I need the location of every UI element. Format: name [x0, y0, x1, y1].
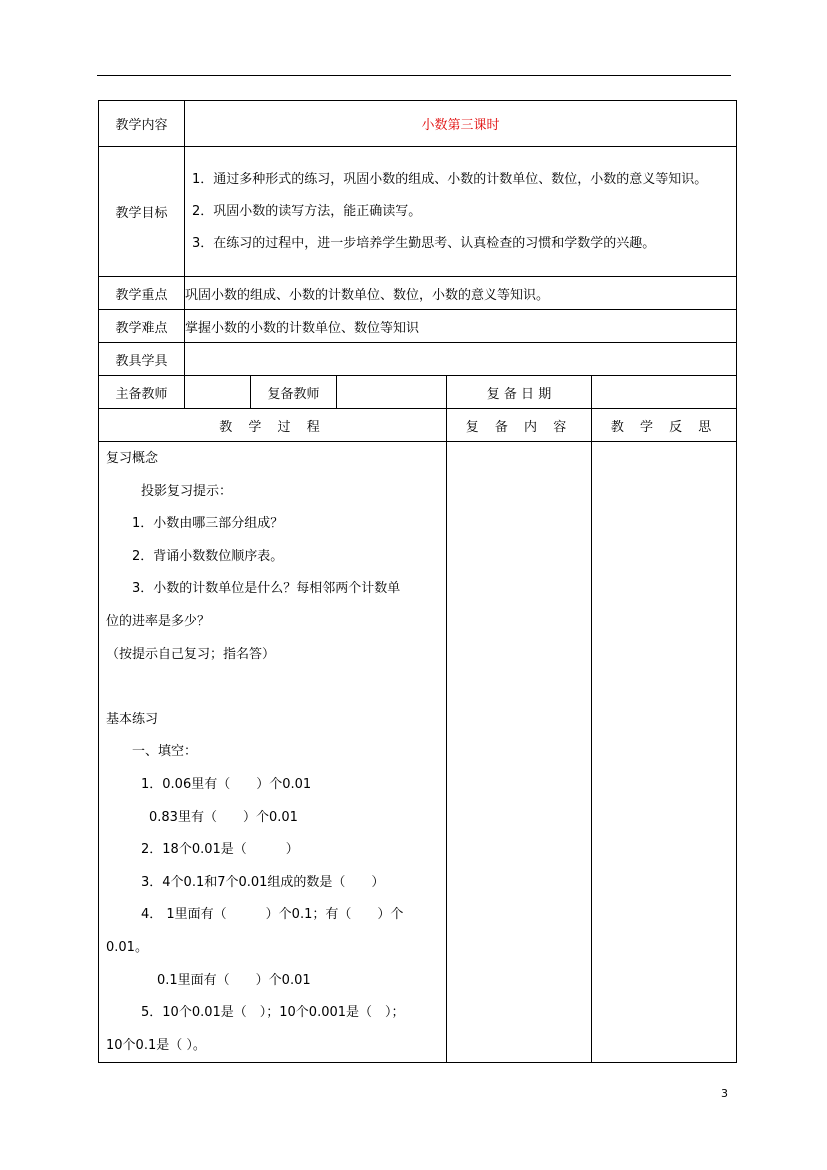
process-line: 1．小数由哪三部分组成？ — [132, 516, 284, 532]
row-aids — [99, 343, 737, 376]
review-date-label: 复 备 日 期 — [447, 376, 592, 409]
review-date-value — [592, 376, 737, 409]
objectives-cell — [185, 147, 737, 277]
difficulties-text: 掌握小数的小数的计数单位、数位等知识 — [185, 310, 737, 343]
review-teacher-value — [337, 376, 447, 409]
row-key-points — [99, 277, 737, 310]
row-objectives — [99, 147, 737, 277]
process-line: 10个0.1是（ ）。 — [106, 1037, 206, 1053]
process-line: 0.83里有（ ）个0.01 — [149, 809, 298, 825]
row-process-headers — [99, 409, 737, 442]
aids-label: 教具学具 — [99, 343, 185, 376]
content-label: 教学内容 — [99, 101, 185, 147]
process-header: 教 学 过 程 — [99, 409, 447, 442]
process-line: 位的进率是多少？ — [106, 613, 211, 629]
process-body — [99, 442, 447, 1063]
process-line: 基本练习 — [106, 711, 159, 727]
lesson-plan-table — [98, 100, 737, 1063]
process-line: 1．0.06里有（ ）个0.01 — [141, 776, 312, 792]
objective-1: 1．通过多种形式的练习，巩固小数的组成、小数的计数单位、数位，小数的意义等知识。 — [192, 171, 708, 187]
row-content — [99, 101, 737, 147]
process-line: 3．4个0.1和7个0.01组成的数是（ ） — [141, 874, 385, 890]
reflection-header: 教 学 反 思 — [592, 409, 737, 442]
header-rule — [97, 75, 731, 76]
process-line: 4． 1里面有（ ）个0.1；有（ ）个 — [141, 907, 404, 923]
review-content-body — [447, 442, 592, 1063]
objectives-label: 教学目标 — [99, 147, 185, 277]
aids-text — [185, 343, 737, 376]
reflection-body — [592, 442, 737, 1063]
process-line: 2．18个0.01是（ ） — [141, 842, 299, 858]
difficulties-label: 教学难点 — [99, 310, 185, 343]
lesson-title: 小数第三课时 — [185, 101, 737, 147]
row-teachers — [99, 376, 737, 409]
process-line: 2．背诵小数数位顺序表。 — [132, 548, 284, 564]
page-number: 3 — [721, 1087, 728, 1100]
process-line: 5．10个0.01是（ ）；10个0.001是（ ）； — [141, 1005, 405, 1021]
process-line: 投影复习提示： — [141, 483, 233, 499]
objective-3: 3．在练习的过程中，进一步培养学生勤思考、认真检查的习惯和学数学的兴趣。 — [192, 235, 656, 251]
objective-2: 2．巩固小数的读写方法，能正确读写。 — [192, 203, 422, 219]
key-points-label: 教学重点 — [99, 277, 185, 310]
row-difficulties — [99, 310, 737, 343]
process-line — [99, 671, 446, 704]
process-line: （按提示自己复习；指名答） — [106, 646, 276, 662]
process-line: 0.1里面有（ ）个0.01 — [157, 972, 311, 988]
process-line: 复习概念 — [106, 451, 159, 466]
review-content-header: 复 备 内 容 — [447, 409, 592, 442]
lead-teacher-value — [185, 376, 251, 409]
process-line: 3．小数的计数单位是什么？每相邻两个计数单 — [132, 581, 401, 597]
process-line: 一、填空： — [132, 744, 198, 760]
review-teacher-label: 复备教师 — [251, 376, 337, 409]
key-points-text: 巩固小数的组成、小数的计数单位、数位，小数的意义等知识。 — [185, 277, 737, 310]
row-process-body — [99, 442, 737, 1063]
lead-teacher-label: 主备教师 — [99, 376, 185, 409]
process-line: 0.01。 — [106, 939, 148, 955]
